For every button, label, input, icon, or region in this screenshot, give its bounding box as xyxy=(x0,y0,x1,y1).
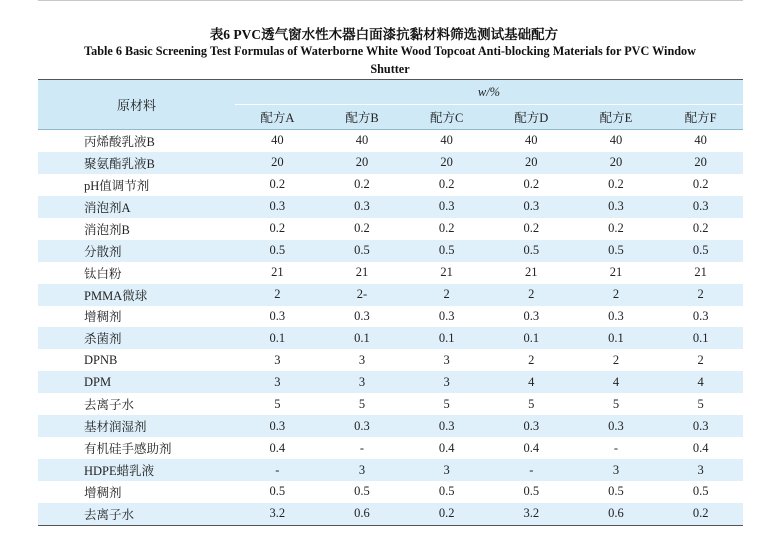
page-top-rule xyxy=(38,0,743,1)
formula-header: 配方E xyxy=(574,105,659,130)
material-name-cell: 增稠剂 xyxy=(84,485,122,500)
material-name-cell: 有机硅手感助剂 xyxy=(84,442,172,457)
value-cell: - xyxy=(359,440,365,455)
value-cell: 5 xyxy=(612,396,620,411)
table-row xyxy=(38,262,743,284)
value-cell: 0.2 xyxy=(354,177,370,192)
table-row xyxy=(38,130,743,152)
value-cell: 4 xyxy=(528,374,535,389)
value-cell: 40 xyxy=(355,133,369,148)
value-cell: 40 xyxy=(525,133,538,148)
value-cell: 3 xyxy=(443,374,450,389)
table-row xyxy=(38,393,743,415)
value-cell: 2- xyxy=(356,287,368,302)
value-cell: 0.5 xyxy=(692,484,709,499)
value-cell: 0.3 xyxy=(692,199,709,214)
material-name-cell: 聚氨酯乳液B xyxy=(84,156,155,171)
material-name-cell: pH值调节剂 xyxy=(84,178,150,193)
value-cell: 0.3 xyxy=(438,418,455,433)
table-row xyxy=(38,218,743,240)
value-cell: 21 xyxy=(355,265,369,280)
value-cell: 0.2 xyxy=(269,221,286,236)
value-cell: 0.1 xyxy=(269,330,286,345)
value-cell: 20 xyxy=(609,155,623,170)
value-cell: 0.5 xyxy=(438,484,455,499)
value-cell: 0.3 xyxy=(608,308,624,323)
value-cell: 0.6 xyxy=(608,506,624,521)
value-cell: 20 xyxy=(271,155,284,170)
value-cell: 0.6 xyxy=(354,506,370,521)
value-cell: 20 xyxy=(355,155,369,170)
value-cell: 2 xyxy=(528,287,535,302)
table-row xyxy=(38,481,743,503)
value-cell: 5 xyxy=(528,396,535,411)
value-cell: 2 xyxy=(697,287,704,302)
value-cell: 21 xyxy=(271,265,284,280)
value-cell: 0.1 xyxy=(692,330,709,345)
value-cell: 20 xyxy=(440,155,453,170)
material-name-cell: PMMA微球 xyxy=(84,288,148,303)
value-cell: 0.3 xyxy=(523,418,540,433)
value-cell: 20 xyxy=(525,155,538,170)
material-name-cell: 钛白粉 xyxy=(84,266,122,281)
table-row xyxy=(38,503,743,525)
material-name-cell: 消泡剂B xyxy=(84,222,130,237)
value-cell: 3 xyxy=(612,462,620,477)
material-column-header: 原材料 xyxy=(38,80,235,130)
formula-header: 配方A xyxy=(235,105,320,130)
value-cell: 0.2 xyxy=(692,506,709,521)
formula-header: 配方F xyxy=(658,105,743,130)
value-cell: 4 xyxy=(697,374,704,389)
material-name-cell: DPNB xyxy=(84,352,118,367)
material-name-cell: 增稠剂 xyxy=(84,310,122,325)
value-cell: 0.4 xyxy=(692,440,709,455)
table-row xyxy=(38,349,743,371)
value-cell: 3 xyxy=(358,462,366,477)
table-row xyxy=(38,327,743,349)
value-cell: 3.2 xyxy=(269,506,286,521)
material-name-cell: DPM xyxy=(84,374,112,389)
value-cell: 0.2 xyxy=(523,221,540,236)
value-cell: 0.1 xyxy=(523,330,540,345)
table-row xyxy=(38,459,743,481)
value-cell: 0.3 xyxy=(269,199,286,214)
material-name-cell: 杀菌剂 xyxy=(84,332,122,347)
formula-header: 配方D xyxy=(489,105,574,130)
value-cell: 0.5 xyxy=(438,243,455,258)
value-cell: 5 xyxy=(358,396,366,411)
value-cell: 0.3 xyxy=(438,199,455,214)
table-header xyxy=(38,80,743,130)
value-cell: 40 xyxy=(694,133,707,148)
value-cell: - xyxy=(275,462,280,477)
value-cell: 20 xyxy=(694,155,707,170)
value-cell: 3 xyxy=(274,374,281,389)
value-cell: 0.4 xyxy=(269,440,286,455)
table-row xyxy=(38,306,743,328)
value-cell: 21 xyxy=(694,265,707,280)
value-cell: 40 xyxy=(271,133,284,148)
value-cell: 21 xyxy=(525,265,538,280)
value-cell: 5 xyxy=(443,396,450,411)
value-cell: 3.2 xyxy=(523,506,540,521)
value-cell: 0.2 xyxy=(523,177,540,192)
value-cell: 0.3 xyxy=(438,308,455,323)
formula-header: 配方B xyxy=(320,105,405,130)
value-cell: 0.5 xyxy=(269,243,286,258)
table-body xyxy=(38,130,743,526)
formula-header: 配方C xyxy=(404,105,489,130)
value-cell: 21 xyxy=(440,265,453,280)
table-row xyxy=(38,437,743,459)
value-cell: 40 xyxy=(609,133,623,148)
material-name-cell: 消泡剂A xyxy=(84,200,131,215)
value-cell: 0.2 xyxy=(692,221,709,236)
table-row xyxy=(38,174,743,196)
value-cell: 5 xyxy=(697,396,704,411)
value-cell: 0.2 xyxy=(692,177,709,192)
value-cell: 0.3 xyxy=(608,199,624,214)
value-cell: 5 xyxy=(274,396,281,411)
value-cell: 3 xyxy=(358,352,366,367)
material-name-cell: 去离子水 xyxy=(84,507,135,522)
value-cell: 0.5 xyxy=(608,484,624,499)
value-cell: 0.2 xyxy=(438,221,455,236)
value-cell: 0.2 xyxy=(354,221,370,236)
value-cell: 2 xyxy=(443,287,450,302)
value-cell: 0.3 xyxy=(354,199,370,214)
material-name-cell: 丙烯酸乳液B xyxy=(84,134,155,149)
value-cell: - xyxy=(529,462,534,477)
value-cell: 0.5 xyxy=(269,484,286,499)
value-cell: 0.2 xyxy=(608,221,624,236)
table-row xyxy=(38,415,743,437)
value-cell: 0.1 xyxy=(438,330,455,345)
formula-table xyxy=(38,79,743,526)
value-cell: 0.3 xyxy=(523,308,540,323)
value-cell: 2 xyxy=(612,352,620,367)
value-cell: 0.5 xyxy=(692,243,709,258)
value-cell: - xyxy=(613,440,619,455)
material-name-cell: 基材润湿剂 xyxy=(84,420,147,435)
value-cell: 2 xyxy=(274,287,281,302)
table-row xyxy=(38,371,743,393)
value-cell: 3 xyxy=(697,462,704,477)
value-cell: 0.3 xyxy=(354,418,370,433)
value-cell: 2 xyxy=(612,287,620,302)
table-row xyxy=(38,152,743,174)
value-cell: 0.2 xyxy=(438,177,455,192)
value-cell: 0.3 xyxy=(354,308,370,323)
value-cell: 21 xyxy=(609,265,623,280)
value-cell: 0.3 xyxy=(269,308,286,323)
material-name-cell: HDPE蜡乳液 xyxy=(84,464,155,479)
value-cell: 0.5 xyxy=(523,243,540,258)
material-name-cell: 分散剂 xyxy=(84,244,122,259)
table-row xyxy=(38,284,743,306)
mass-fraction-header: w/% xyxy=(235,80,743,105)
value-cell: 0.4 xyxy=(523,440,540,455)
value-cell: 0.2 xyxy=(269,177,286,192)
value-cell: 40 xyxy=(440,133,453,148)
value-cell: 0.1 xyxy=(354,330,370,345)
value-cell: 0.3 xyxy=(269,418,286,433)
value-cell: 4 xyxy=(612,374,620,389)
value-cell: 0.5 xyxy=(523,484,540,499)
value-cell: 3 xyxy=(358,374,366,389)
table-row xyxy=(38,196,743,218)
value-cell: 2 xyxy=(528,352,535,367)
value-cell: 3 xyxy=(443,352,450,367)
material-name-cell: 去离子水 xyxy=(84,398,135,413)
value-cell: 0.1 xyxy=(608,330,624,345)
table-title-chinese: 表6 PVC透气窗水性木器白面漆抗黏材料筛选测试基础配方 xyxy=(209,27,559,42)
value-cell: 0.5 xyxy=(608,243,624,258)
value-cell: 3 xyxy=(274,352,281,367)
value-cell: 3 xyxy=(443,462,450,477)
value-cell: 0.5 xyxy=(354,484,370,499)
table-title-english: Table 6 Basic Screening Test Formulas of Waterborne White Wood Topcoat Anti-blocking Materials for PVC Window Shutter xyxy=(84,44,696,76)
value-cell: 0.4 xyxy=(438,440,455,455)
value-cell: 0.2 xyxy=(608,177,624,192)
value-cell: 2 xyxy=(697,352,704,367)
value-cell: 0.2 xyxy=(438,506,455,521)
value-cell: 0.3 xyxy=(692,418,709,433)
value-cell: 0.5 xyxy=(354,243,370,258)
value-cell: 0.3 xyxy=(608,418,624,433)
value-cell: 0.3 xyxy=(523,199,540,214)
table-row xyxy=(38,240,743,262)
value-cell: 0.3 xyxy=(692,308,709,323)
